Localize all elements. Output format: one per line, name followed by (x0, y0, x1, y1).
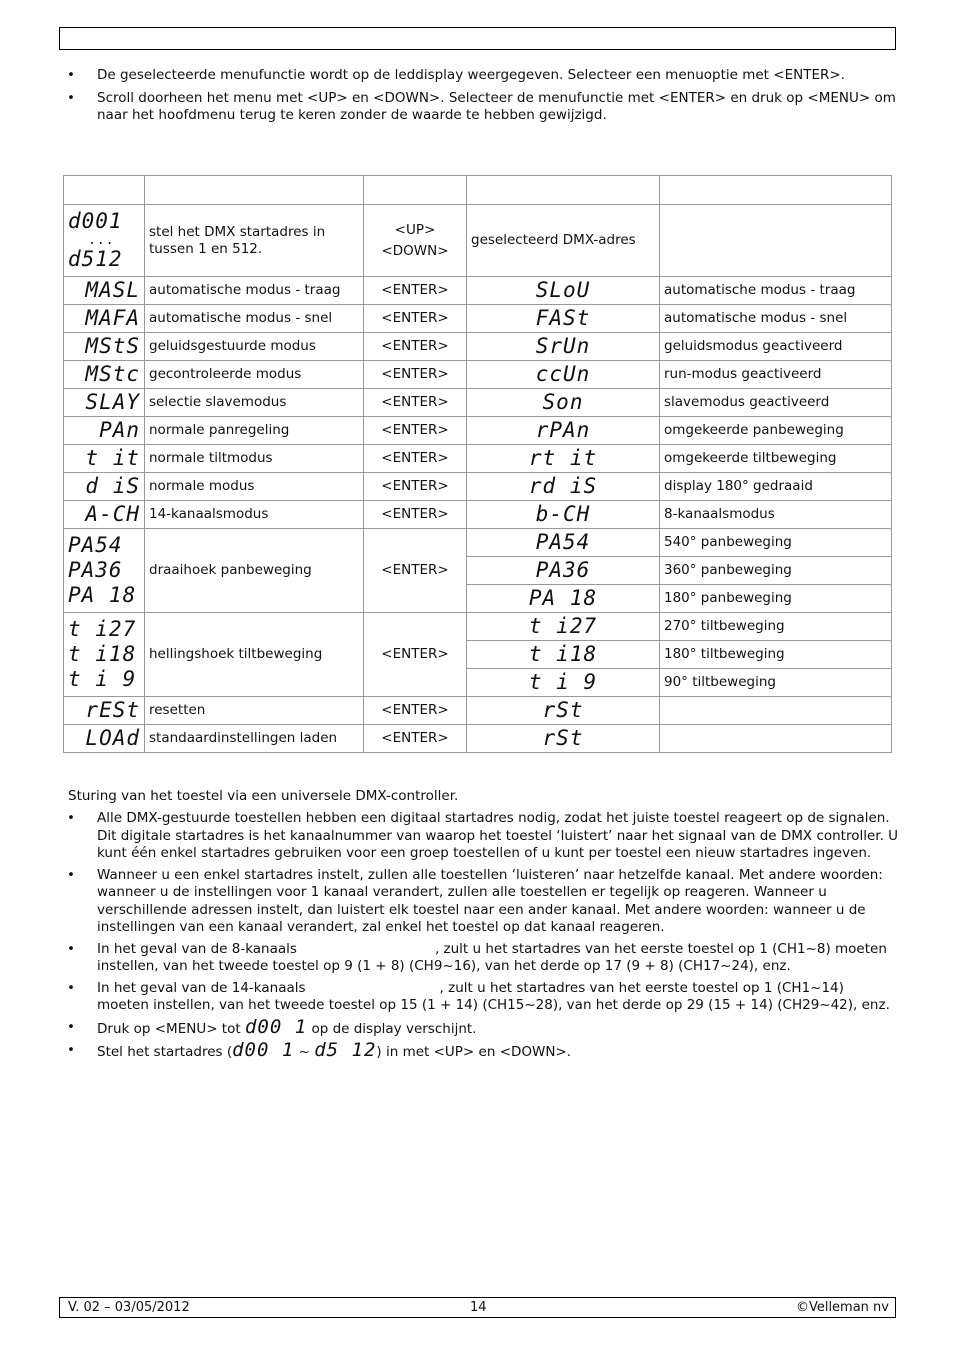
display-code-cell: FASt (467, 305, 660, 333)
function-cell: geluidsgestuurde modus (145, 333, 364, 361)
result-cell: omgekeerde tiltbeweging (660, 445, 892, 473)
footer-copyright: ©Velleman nv (795, 1300, 889, 1315)
display-code-cell: PA54 (467, 529, 660, 557)
table-row (64, 697, 892, 725)
display-code-cell: rSt (467, 697, 660, 725)
display-code-cell: ccUn (467, 361, 660, 389)
function-cell: selectie slavemodus (145, 389, 364, 417)
table-row (64, 529, 892, 557)
menu-code-cell: SLAY (64, 389, 145, 417)
menu-code-cell: t it (64, 445, 145, 473)
header-box (59, 27, 896, 50)
header-cell (660, 176, 892, 205)
dmx-bullet: • Alle DMX-gestuurde toestellen hebben een digitaal startadres nodig, zodat het juiste toestel reageert op de signalen. Dit digitale startadres is het kanaalnummer van waarop het toestel ‘luistert’ naar het signaal van de DMX controller. U kunt één enkel startadres gebruiken voor een groep toestellen of u kunt per toestel een nieuw startadres ingeven. (59, 810, 899, 863)
function-cell: standaardinstellingen laden (145, 725, 364, 753)
menu-code-cell: MStS (64, 333, 145, 361)
result-cell (660, 697, 892, 725)
table-row (64, 445, 892, 473)
menu-code-cell: PAn (64, 417, 145, 445)
key-cell: <ENTER> (364, 725, 467, 753)
text: Druk op <MENU> tot (97, 1020, 241, 1037)
result-cell: display 180° gedraaid (660, 473, 892, 501)
table-row (64, 333, 892, 361)
footer-version: V. 02 – 03/05/2012 (68, 1300, 190, 1315)
display-code-cell: rSt (467, 725, 660, 753)
table-row (64, 501, 892, 529)
text: , zult u het startadres van het eerste toestel op 1 (CH1~14) moeten instellen, van het tweede toestel op 15 (1 + 14) (CH15~28), van het derde op 29 (15 + 14) (CH29~42), enz. (97, 979, 890, 1013)
display-code-cell: SLoU (467, 277, 660, 305)
key-cell: <ENTER> (364, 417, 467, 445)
dmx-bullet-list (59, 810, 899, 1066)
text: In het geval van de 8-kanaals (97, 940, 297, 957)
display-cell: geselecteerd DMX-adres (467, 205, 660, 277)
table-header-row (64, 176, 892, 205)
menu-code: d001 (68, 209, 123, 233)
display-code-cell: t i 9 (467, 669, 660, 697)
function-cell: draaihoek panbeweging (145, 529, 364, 613)
function-cell: resetten (145, 697, 364, 725)
menu-code-cell (64, 205, 145, 277)
table-row (64, 205, 892, 277)
table-row (64, 417, 892, 445)
function-cell: gecontroleerde modus (145, 361, 364, 389)
key-cell: <ENTER> (364, 277, 467, 305)
text: Stel het startadres ( (97, 1044, 233, 1060)
display-code-cell: rPAn (467, 417, 660, 445)
result-cell: 360° panbeweging (660, 557, 892, 585)
menu-code-cell: rESt (64, 697, 145, 725)
menu-table (63, 175, 892, 753)
function-cell: 14-kanaalsmodus (145, 501, 364, 529)
header-cell (64, 176, 145, 205)
table-row (64, 389, 892, 417)
menu-code: t i 9 (68, 667, 137, 691)
result-cell: 180° panbeweging (660, 585, 892, 613)
dmx-bullet-8ch (59, 941, 899, 976)
display-code: d00 1 (232, 1039, 295, 1061)
display-code-cell: PA 18 (467, 585, 660, 613)
menu-code: t i27 (68, 617, 137, 641)
table-row (64, 473, 892, 501)
result-cell: omgekeerde panbeweging (660, 417, 892, 445)
function-cell: automatische modus - traag (145, 277, 364, 305)
intro-bullet-list (59, 67, 899, 130)
key-cell: <ENTER> (364, 613, 467, 697)
result-cell (660, 725, 892, 753)
display-code: d00 1 (244, 1015, 308, 1038)
result-cell: 540° panbeweging (660, 529, 892, 557)
text: In het geval van de 14-kanaals (97, 979, 306, 996)
function-cell: normale tiltmodus (145, 445, 364, 473)
result-cell: 270° tiltbeweging (660, 613, 892, 641)
menu-code: t i18 (68, 642, 137, 666)
function-cell: normale panregeling (145, 417, 364, 445)
key-cell: <ENTER> (364, 445, 467, 473)
display-code-cell: b-CH (467, 501, 660, 529)
menu-code-cell: MAFA (64, 305, 145, 333)
key-cell: <ENTER> (364, 697, 467, 725)
header-cell (145, 176, 364, 205)
result-cell: automatische modus - snel (660, 305, 892, 333)
key-cell (364, 205, 467, 277)
key-cell: <ENTER> (364, 473, 467, 501)
menu-code-cell: A-CH (64, 501, 145, 529)
key-cell: <ENTER> (364, 333, 467, 361)
key-cell: <ENTER> (364, 529, 467, 613)
dmx-intro: Sturing van het toestel via een universele DMX-controller. (68, 788, 459, 804)
menu-code-cell: LOAd (64, 725, 145, 753)
function-cell: stel het DMX startadres in tussen 1 en 512. (145, 205, 364, 277)
table-row (64, 361, 892, 389)
dmx-bullet-menu (59, 1015, 899, 1039)
dmx-bullet-start (59, 1039, 899, 1062)
function-cell: hellingshoek tiltbeweging (145, 613, 364, 697)
menu-code-cell (64, 613, 145, 697)
display-code-cell: PA36 (467, 557, 660, 585)
result-cell: automatische modus - traag (660, 277, 892, 305)
key-cell: <ENTER> (364, 305, 467, 333)
menu-code-cell (64, 529, 145, 613)
page-number: 14 (470, 1300, 487, 1315)
text: ) in met <UP> en <DOWN>. (376, 1044, 572, 1060)
table-row (64, 613, 892, 641)
menu-code: PA54 (68, 533, 123, 557)
key-cell: <ENTER> (364, 389, 467, 417)
intro-bullet: • De geselecteerde menufunctie wordt op de leddisplay weergegeven. Selecteer een menuoptie met <ENTER>. (59, 67, 899, 85)
text: , zult u het startadres van het eerste toestel op 1 (CH1~8) moeten instellen, van het tweede toestel op 9 (1 + 8) (CH9~16), van het derde op 17 (9 + 8) (CH17~24), enz. (97, 940, 887, 974)
text: op de display verschijnt. (311, 1020, 477, 1037)
display-code-cell: t i18 (467, 641, 660, 669)
result-cell (660, 205, 892, 277)
result-cell: 8-kanaalsmodus (660, 501, 892, 529)
menu-dots: ... (88, 233, 115, 248)
menu-code: d512 (68, 247, 123, 271)
text: ~ (298, 1044, 310, 1060)
header-cell (467, 176, 660, 205)
result-cell: 90° tiltbeweging (660, 669, 892, 697)
intro-bullet: • Scroll doorheen het menu met <UP> en <DOWN>. Selecteer de menufunctie met <ENTER> en druk op <MENU> om naar het hoofdmenu terug te keren zonder de waarde te hebben gewijzigd. (59, 90, 899, 125)
table-row (64, 725, 892, 753)
dmx-bullet-14ch (59, 980, 899, 1015)
result-cell: slavemodus geactiveerd (660, 389, 892, 417)
header-cell (364, 176, 467, 205)
dmx-bullet: • Wanneer u een enkel startadres instelt, zullen alle toestellen ‘luisteren’ naar hetzelfde kanaal. Met andere woorden: wanneer u de instellingen voor 1 kanaal verandert, zullen alle toestellen er tegelijk op reageren. Wanneer u verschillende adressen instelt, dan luistert elk toestel naar een ander kanaal. Met andere woorden: wanneer u de instellingen van een kanaal verandert, zal enkel het toestel op dat kanaal reageren. (59, 867, 899, 937)
table-row (64, 305, 892, 333)
function-cell: normale modus (145, 473, 364, 501)
key-label: <UP> (394, 221, 436, 238)
menu-code-cell: MASL (64, 277, 145, 305)
key-cell: <ENTER> (364, 361, 467, 389)
menu-code-cell: MStc (64, 361, 145, 389)
result-cell: geluidsmodus geactiveerd (660, 333, 892, 361)
display-code-cell: t i27 (467, 613, 660, 641)
display-code-cell: rt it (467, 445, 660, 473)
display-code: d5 12 (314, 1039, 377, 1061)
menu-code: PA 18 (68, 583, 137, 607)
key-label: <DOWN> (381, 242, 449, 259)
menu-code: PA36 (68, 558, 123, 582)
display-code-cell: SrUn (467, 333, 660, 361)
menu-code-cell: d iS (64, 473, 145, 501)
key-cell: <ENTER> (364, 501, 467, 529)
display-code-cell: rd iS (467, 473, 660, 501)
table-row (64, 277, 892, 305)
result-cell: run-modus geactiveerd (660, 361, 892, 389)
result-cell: 180° tiltbeweging (660, 641, 892, 669)
footer (59, 1297, 896, 1318)
function-cell: automatische modus - snel (145, 305, 364, 333)
display-code-cell: Son (467, 389, 660, 417)
